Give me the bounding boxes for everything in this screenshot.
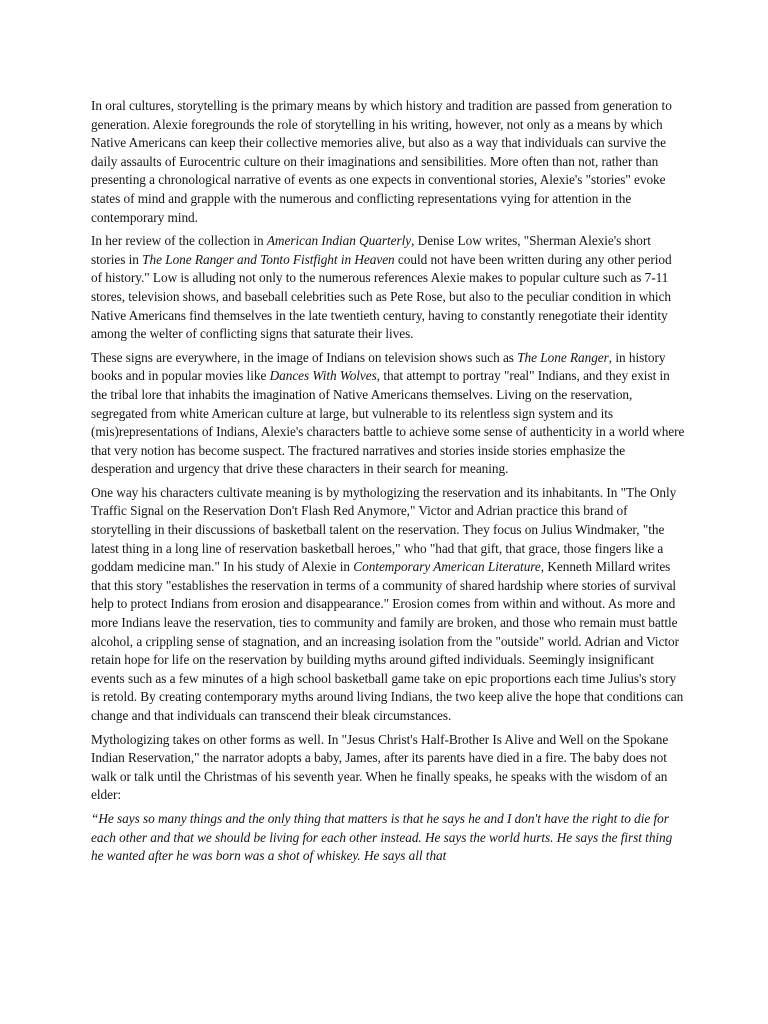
paragraph-storytelling: [91, 97, 685, 227]
book-title: The Lone Ranger and Tonto Fistfight in Heaven: [142, 251, 395, 267]
paragraph-low-review: [91, 232, 685, 344]
text-segment: , Denise Low writes, "Sherman Alexie's short stories in: [91, 233, 651, 267]
text-segment: In oral cultures, storytelling is the primary means by which history and tradition are passed from generation to generation. Alexie foregrounds the role of storytelling in his writing, however, not only as a means by which Native Americans can keep their collective memories alive, but also as a way that individuals can survive the daily assaults of Eurocentric culture on their imaginations and sensibilities. More often than not, rather than presenting a chronological narrative of events as one expects in conventional stories, Alexie's "stories" evoke states of mind and grapple with the numerous and conflicting representations vying for attention in the contemporary mind.: [91, 98, 672, 225]
movie-title: Dances With Wolves: [269, 368, 377, 384]
journal-title: American Indian Quarterly: [266, 233, 412, 249]
text-segment: One way his characters cultivate meaning is by mythologizing the reservation and its inhabitants. In "The Only Traffic Signal on the Reservation Don't Flash Red Anymore," Victor and Adrian practice this brand of storytelling in their discussions of basketball talent on the reservation. They focus on Julius Windmaker, "the latest thing in a long line of reservation basketball heroes," who "had that gift, that grace, those fingers like a goddam medicine man." In his study of Alexie in: [91, 484, 677, 575]
text-segment: In her review of the collection in: [91, 233, 267, 249]
text-segment: Mythologizing takes on other forms as well. In "Jesus Christ's Half-Brother Is Alive and Well on the Spokane Indian Reservation," the narrator adopts a baby, James, after its parents have died in a fire. The baby does not walk or talk until the Christmas of his seventh year. When he finally speaks, he speaks with the wisdom of an elder:: [91, 731, 669, 803]
text-segment: , Kenneth Millard writes that this story "establishes the reservation in terms of a community of shared hardship where stories of survival help to protect Indians from erosion and disappearance." Erosion comes from within and without. As more and more Indians leave the reservation, ties to community and family are broken, and those who remain must battle alcohol, a crippling sense of stagnation, and an increasing isolation from the "outside" world. Adrian and Victor retain hope for life on the reservation by building myths around gifted individuals. Seemingly insignificant events such as a few minutes of a high school basketball game take on epic proportions each time Julius's story is retold. By creating contemporary myths around living Indians, the two keep alive the hope that conditions can change and that individuals can transcend their bleak circumstances.: [91, 559, 684, 723]
text-segment: , in history books and in popular movies like: [91, 349, 666, 384]
document-page: [91, 97, 685, 871]
paragraph-signs: [91, 349, 685, 479]
text-segment: These signs are everywhere, in the image of Indians on television shows such as: [91, 349, 518, 365]
paragraph-mythologizing-other-forms: [91, 731, 685, 805]
paragraph-mythologizing-reservation: [91, 484, 685, 726]
block-quote: [91, 810, 685, 866]
text-segment: could not have been written during any other period of history." Low is alluding not only to the numerous references Alexie makes to popular culture such as 7-11 stores, television shows, and baseball celebrities such as Pete Rose, but also to the peculiar condition in which Native Americans find themselves in the late twentieth century, having to constantly renegotiate their identity among the welter of conflicting signs that saturate their lives.: [91, 251, 672, 342]
journal-title: Contemporary American Literature: [353, 559, 541, 575]
text-segment: , that attempt to portray "real" Indians, and they exist in the tribal lore that inhabits the imagination of Native Americans themselves. Living on the reservation, segregated from white American culture at large, but vulnerable to its relentless sign system and its (mis)representations of Indians, Alexie's characters battle to achieve some sense of authenticity in a world where that very notion has become suspect. The fractured narratives and stories inside stories emphasize the desperation and urgency that drive these characters in their search for meaning.: [91, 368, 685, 477]
show-title: The Lone Ranger: [517, 349, 609, 365]
quote-text: “He says so many things and the only thing that matters is that he says he and I don't have the right to die for each other and that we should be living for each other instead. He says the world hurts. He says the first thing he wanted after he was born was a shot of whiskey. He says all that: [91, 810, 673, 864]
